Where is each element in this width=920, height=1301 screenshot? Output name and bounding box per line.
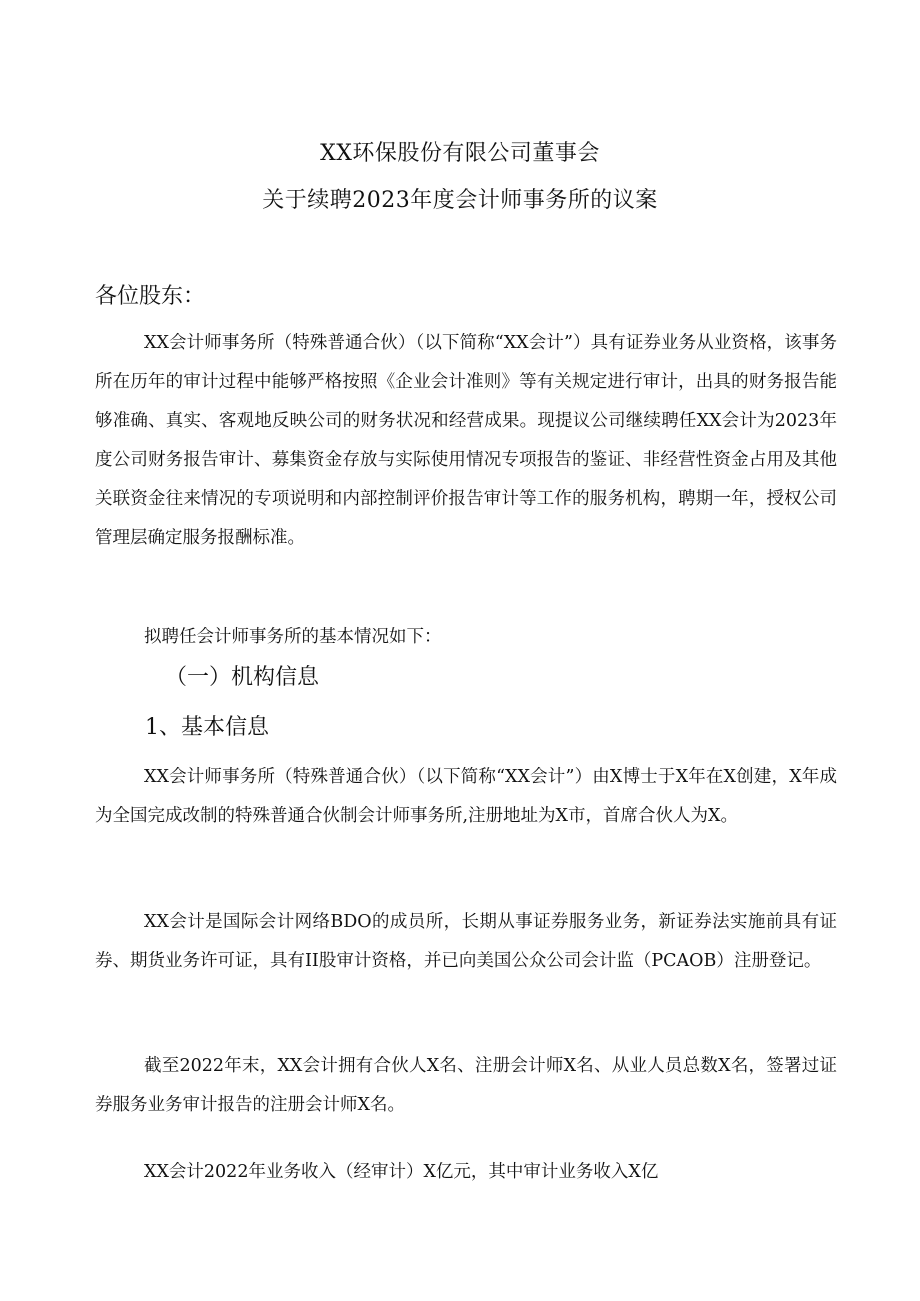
staff-count-paragraph: 截至2022年末，XX会计拥有合伙人X名、注册会计师X名、从业人员总数X名，签署过证券服务业务审计报告的注册会计师X名。	[95, 1056, 837, 1115]
document-title-line1: XX环保股份有限公司董事会	[320, 141, 600, 166]
network-member-paragraph: XX会计是国际会计网络BDO的成员所，长期从事证券服务业务，新证券法实施前具有证券、期货业务许可证，具有II股审计资格，并已向美国公众公司会计监（PCAOB）注册登记。	[95, 912, 837, 971]
revenue-paragraph: XX会计2022年业务收入（经审计）X亿元，其中审计业务收入X亿	[144, 1162, 659, 1182]
proposal-paragraph: XX会计师事务所（特殊普通合伙）（以下简称“XX会计”）具有证券业务从业资格，该事务所在历年的审计过程中能够严格按照《企业会计准则》等有关规定进行审计，出具的财务报告能够准确、真实、客观地反映公司的财务状况和经营成果。现提议公司继续聘任XX会计为2023年度公司财务报告审计、募集资金存放与实际使用情况专项报告的鉴证、非经营性资金占用及其他关联资金往来情况的专项说明和内部控制评价报告审计等工作的服务机构，聘期一年，授权公司管理层确定服务报酬标准。	[95, 333, 837, 548]
section-heading: （一）机构信息	[165, 665, 320, 690]
intro-paragraph: 拟聘任会计师事务所的基本情况如下：	[144, 627, 442, 647]
subsection-heading: 1、基本信息	[145, 715, 269, 740]
salutation: 各位股东：	[95, 284, 206, 309]
basic-info-paragraph: XX会计师事务所（特殊普通合伙）（以下简称“XX会计”）由X博士于X年在X创建，X年成为全国完成改制的特殊普通合伙制会计师事务所,注册地址为X市，首席合伙人为X。	[95, 767, 837, 826]
document-title-line2: 关于续聘2023年度会计师事务所的议案	[262, 188, 658, 213]
